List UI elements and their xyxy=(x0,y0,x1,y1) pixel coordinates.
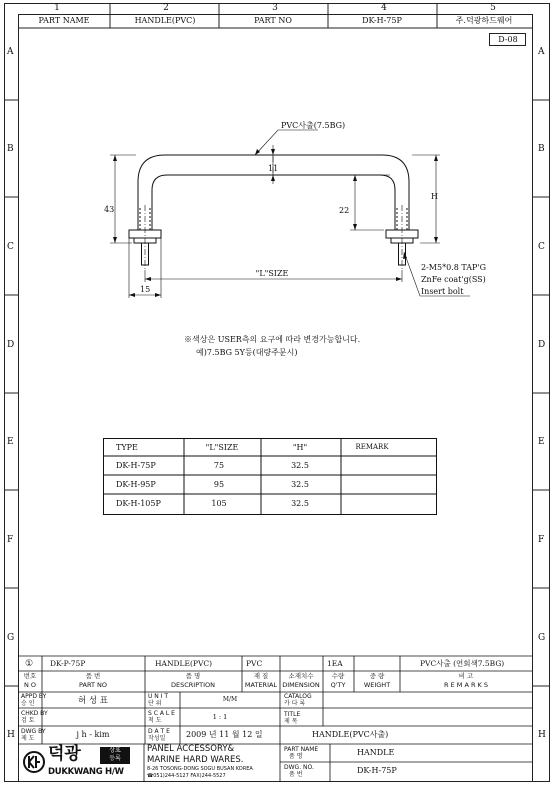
spec-header-h: "H" xyxy=(292,443,308,452)
pname-value: HANDLE xyxy=(357,748,395,757)
scale-value: 1 : 1 xyxy=(212,713,228,721)
col-marker: 3 xyxy=(272,3,278,13)
chkd-kr: 검 토 xyxy=(21,717,35,724)
bom-h-dim-kr: 소재치수 xyxy=(288,672,314,680)
catalog-label: CATALOG xyxy=(284,693,312,700)
unit-label: U N I T xyxy=(148,693,169,700)
spec-row-h: 32.5 xyxy=(291,480,309,489)
row-marker: B xyxy=(538,144,545,154)
bom-h-desc-en: DESCRIPTION xyxy=(171,681,215,689)
company-line2: MARINE HARD WARES. xyxy=(147,755,244,765)
title-kr: 제 목 xyxy=(284,718,298,725)
bom-h-partno-kr: 품 번 xyxy=(85,672,101,680)
unit-kr: 단 위 xyxy=(148,700,162,707)
dim-43: 43 xyxy=(104,205,115,214)
col-marker: 5 xyxy=(490,3,496,13)
bom-remarks: PVC사출 (연회색7.5BG) xyxy=(420,659,505,668)
row-marker: G xyxy=(7,633,15,643)
pname-kr: 품 명 xyxy=(289,753,303,760)
row-marker: H xyxy=(538,730,546,740)
row-marker: H xyxy=(7,730,15,740)
bom-h-partno-en: PART NO xyxy=(78,681,108,689)
row-marker: F xyxy=(538,535,545,545)
logo-korean-name: 덕광 xyxy=(48,744,81,764)
row-marker: A xyxy=(7,47,14,57)
bom-h-remarks-en: R E M A R K S xyxy=(444,681,488,689)
bom-h-no-kr: 번호 xyxy=(23,672,37,680)
bom-h-qty-en: Q'TY xyxy=(330,681,346,689)
scale-kr: 척 도 xyxy=(148,717,162,724)
dim-11: 11 xyxy=(268,164,279,173)
part-name-label: PART NAME xyxy=(38,16,90,25)
dim-l-size: "L"SIZE xyxy=(255,269,289,278)
appd-label: APPD BY xyxy=(21,693,47,700)
bom-part-no: DK-P-75P xyxy=(50,659,86,668)
bom-h-remarks-kr: 비 고 xyxy=(458,672,474,680)
row-marker: F xyxy=(7,535,14,545)
company-phone: ☎051)244-5127 FAX)244-5527 xyxy=(147,773,226,779)
bolt-spec-line3: Insert bolt xyxy=(421,287,464,296)
spec-row-lsize: 105 xyxy=(211,499,227,508)
spec-row-type: DK-H-95P xyxy=(116,480,156,489)
row-marker: C xyxy=(7,242,14,252)
spec-row-type: DK-H-75P xyxy=(116,461,156,470)
company-line1: PANEL ACCESSORY& xyxy=(147,744,235,754)
logo-trademark-badge: 상표 등록 xyxy=(100,747,130,764)
dim-15: 15 xyxy=(140,285,151,294)
row-marker: G xyxy=(538,633,546,643)
date-kr: 작성일 xyxy=(148,735,166,742)
title-value: HANDLE(PVC사출) xyxy=(312,730,389,739)
spec-row-h: 32.5 xyxy=(291,461,309,470)
bom-h-qty-kr: 수량 xyxy=(331,672,345,680)
dim-22: 22 xyxy=(339,206,350,215)
spec-row-lsize: 75 xyxy=(213,461,225,470)
company-address: 8-26 TOSONG-DONG SOGU BUSAN KOREA xyxy=(147,766,253,772)
appd-kr: 승 인 xyxy=(21,700,35,707)
spec-header-lsize: "L"SIZE xyxy=(205,443,239,452)
bom-h-dim-en: DIMENSION xyxy=(282,681,320,689)
catalog-kr: 카 다 록 xyxy=(284,700,306,707)
pname-label: PART NAME xyxy=(284,746,319,753)
row-marker: D xyxy=(7,340,15,350)
dwgno-label: DWG. NO. xyxy=(284,764,314,771)
note-line1: ※색상은 USER측의 요구에 따라 변경가능합니다. xyxy=(184,335,361,344)
part-no-label: PART NO xyxy=(254,16,292,25)
bom-h-mat-en: MATERIAL xyxy=(244,681,278,689)
row-marker: E xyxy=(7,437,14,447)
bom-h-mat-kr: 재 질 xyxy=(253,672,269,680)
spec-row-type: DK-H-105P xyxy=(116,499,161,508)
row-marker: B xyxy=(7,144,14,154)
title-label: TITLE xyxy=(284,711,301,718)
bom-material: PVC xyxy=(246,659,263,668)
bom-item-no: ① xyxy=(25,659,34,669)
spec-header-type: TYPE xyxy=(116,443,138,452)
spec-header-remark: REMARK xyxy=(355,443,389,451)
row-marker: A xyxy=(538,47,545,57)
scale-label: S C A L E xyxy=(148,710,175,717)
appd-value: 허 성 표 xyxy=(77,696,109,706)
dwg-value: j h - kim xyxy=(76,730,110,739)
bolt-spec-line1: 2-M5*0.8 TAP'G xyxy=(421,263,486,272)
spec-row-h: 32.5 xyxy=(291,499,309,508)
row-marker: D xyxy=(538,340,546,350)
chkd-label: CHKD BY xyxy=(21,710,48,717)
bom-qty: 1EA xyxy=(327,659,343,668)
bom-h-weight-en: WEIGHT xyxy=(363,681,391,689)
note-line2: 예)7.5BG 5Y등(대량주문시) xyxy=(196,348,298,357)
col-marker: 1 xyxy=(54,3,60,13)
company-logo-mark xyxy=(22,746,46,780)
dwg-kr: 제 도 xyxy=(21,735,35,742)
date-label: D A T E xyxy=(148,728,170,735)
bom-h-desc-kr: 품 명 xyxy=(185,672,201,680)
unit-value: M/M xyxy=(222,696,238,703)
dwgno-kr: 품 번 xyxy=(289,771,303,778)
company-name: 주.덕광하드웨어 xyxy=(455,16,513,25)
dim-h: H xyxy=(431,192,438,201)
dwg-label: DWG BY xyxy=(21,728,46,735)
col-marker: 2 xyxy=(163,3,169,13)
bom-h-no-en: N O xyxy=(23,681,37,689)
sheet-code: D-08 xyxy=(498,35,518,44)
bom-description: HANDLE(PVC) xyxy=(155,659,213,668)
dwgno-value: DK-H-75P xyxy=(357,766,397,775)
bom-h-weight-kr: 중 량 xyxy=(369,672,385,680)
part-no-value: DK-H-75P xyxy=(362,16,402,25)
part-name-value: HANDLE(PVC) xyxy=(134,16,196,25)
row-marker: E xyxy=(538,437,545,447)
spec-row-lsize: 95 xyxy=(213,480,225,489)
material-callout: PVC사출(7.5BG) xyxy=(281,121,346,130)
row-marker: C xyxy=(538,242,545,252)
col-marker: 4 xyxy=(381,3,387,13)
bolt-spec-line2: ZnFe coat'g(SS) xyxy=(421,275,486,284)
logo-english-name: DUKKWANG H/W xyxy=(48,767,124,777)
date-value: 2009 년 11 월 12 일 xyxy=(186,730,263,739)
